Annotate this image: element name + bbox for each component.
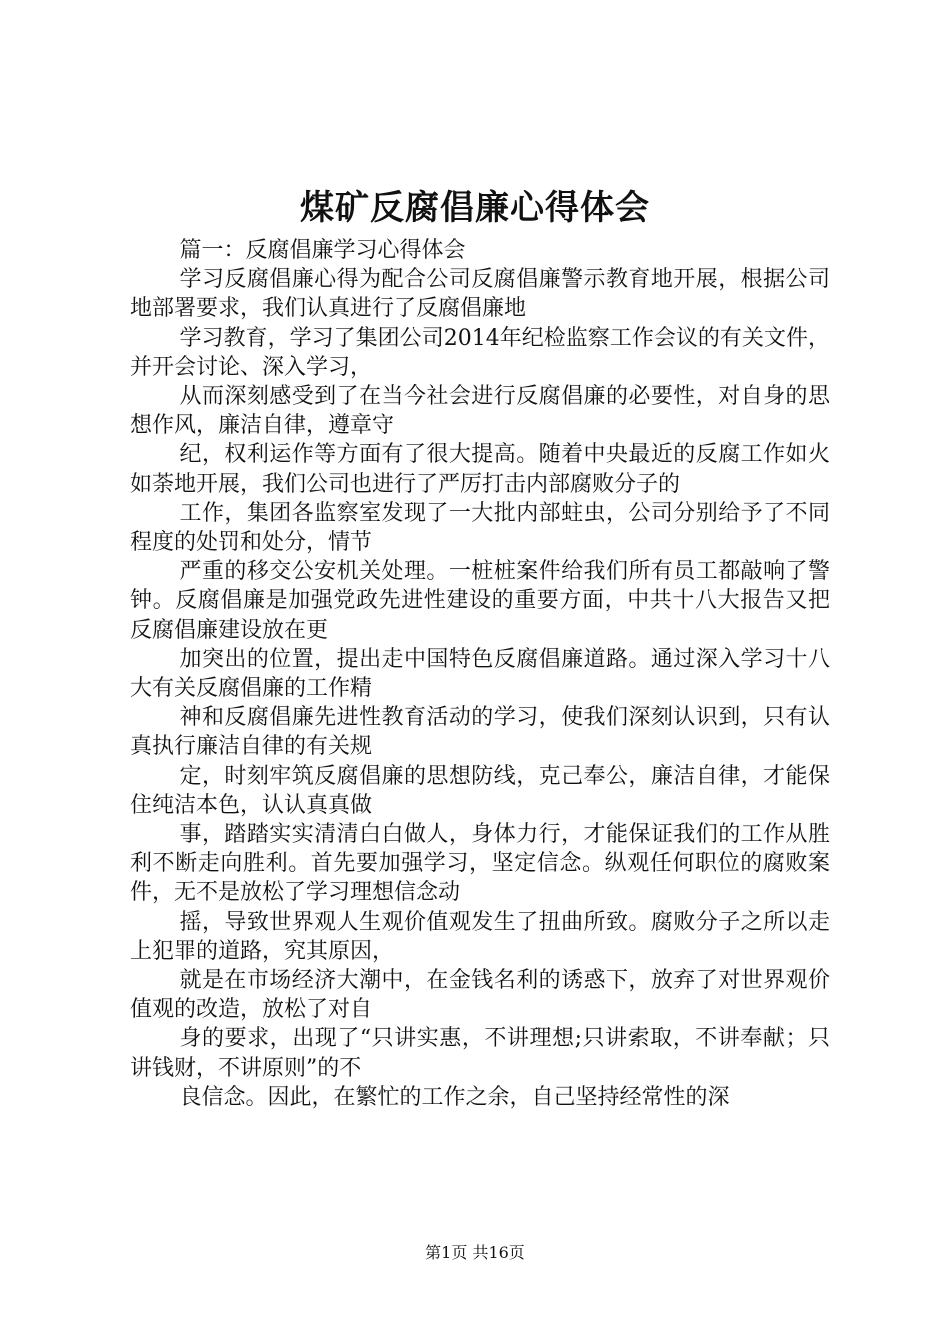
paragraph: 严重的移交公安机关处理。一桩桩案件给我们所有员工都敲响了警钟。反腐倡廉是加强党政先进性建设的重要方面，中共十八大报告又把反腐倡廉建设放在更 [130,559,830,643]
paragraph: 篇一：反腐倡廉学习心得体会 [179,238,466,263]
paragraph: 定，时刻牢筑反腐倡廉的思想防线，克己奉公，廉洁自律，才能保住纯洁本色，认认真真做 [130,763,830,818]
paragraph: 从而深刻感受到了在当今社会进行反腐倡廉的必要性，对自身的思想作风，廉洁自律，遵章守 [130,384,830,439]
paragraph: 学习反腐倡廉心得为配合公司反腐倡廉警示教育地开展，根据公司地部署要求，我们认真进行了反腐倡廉地 [130,267,830,322]
page-number-footer: 第1页 共16页 [425,1243,525,1262]
document-title: 煤矿反腐倡廉心得体会 [300,188,650,228]
paragraph: 神和反腐倡廉先进性教育活动的学习，使我们深刻认识到，只有认真执行廉洁自律的有关规 [130,705,830,760]
paragraph: 纪，权利运作等方面有了很大提高。随着中央最近的反腐工作如火如荼地开展，我们公司也进行了严厉打击内部腐败分子的 [130,442,830,497]
paragraph: 摇，导致世界观人生观价值观发生了扭曲所致。腐败分子之所以走上犯罪的道路，究其原因， [130,909,830,964]
paragraph: 工作，集团各监察室发现了一大批内部蛀虫，公司分别给予了不同程度的处罚和处分，情节 [130,500,830,556]
paragraph: 身的要求，出现了“只讲实惠，不讲理想;只讲索取，不讲奉献；只讲钱财，不讲原则”的不 [130,1026,830,1081]
paragraph: 事，踏踏实实清清白白做人，身体力行，才能保证我们的工作从胜利不断走向胜利。首先要加强学习，坚定信念。纵观任何职位的腐败案件，无不是放松了学习理想信念动 [130,822,830,906]
paragraph: 良信念。因此，在繁忙的工作之余，自己坚持经常性的深 [179,1084,730,1110]
paragraph: 学习教育，学习了集团公司2014年纪检监察工作会议的有关文件，并开会讨论、深入学习， [130,325,830,380]
paragraph: 就是在市场经济大潮中，在金钱名利的诱惑下，放弃了对世界观价值观的改造，放松了对自 [130,968,830,1023]
document-body [130,236,830,1112]
paragraph: 加突出的位置，提出走中国特色反腐倡廉道路。通过深入学习十八大有关反腐倡廉的工作精 [130,646,830,702]
